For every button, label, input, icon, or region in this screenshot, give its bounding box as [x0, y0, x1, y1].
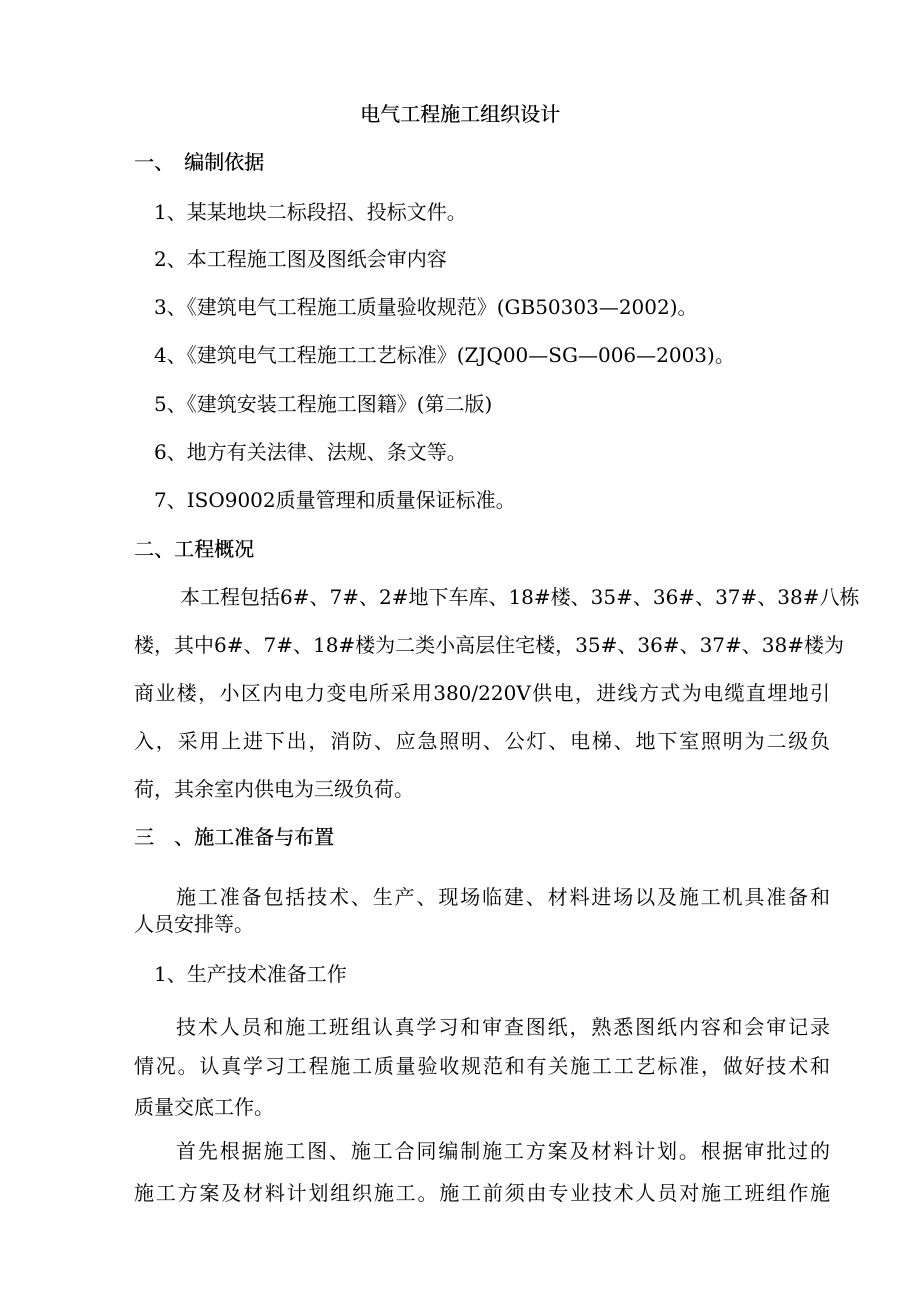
basis-item-7: 7、ISO9002质量管理和质量保证标准。 [154, 488, 516, 512]
tech-para-line-1: 技术人员和施工班组认真学习和审查图纸，熟悉图纸内容和会审记录 [176, 1015, 830, 1039]
basis-item-5: 5、《建筑安装工程施工图籍》(第二版) [154, 392, 493, 416]
overview-line-2: 楼，其中6#、7#、18#楼为二类小高层住宅楼，35#、36#、37#、38#楼为 [134, 633, 844, 657]
basis-item-1: 1、某某地块二标段招、投标文件。 [154, 200, 467, 224]
prep-intro-line-2: 人员安排等。 [134, 912, 254, 936]
overview-line-5: 荷，其余室内供电为三级负荷。 [134, 777, 414, 801]
document-title: 电气工程施工组织设计 [360, 102, 560, 126]
prep-intro-line-1: 施工准备包括技术、生产、现场临建、材料进场以及施工机具准备和 [176, 885, 830, 909]
plan-para-line-2: 施工方案及材料计划组织施工。施工前须由专业技术人员对施工班组作施 [134, 1181, 830, 1205]
section-heading-3: 三 、施工准备与布置 [134, 825, 334, 849]
basis-item-2: 2、本工程施工图及图纸会审内容 [154, 247, 447, 271]
sub-heading-tech-prep: 1、生产技术准备工作 [154, 962, 347, 986]
section-heading-1: 一、 编制依据 [134, 150, 264, 174]
basis-item-6: 6、地方有关法律、法规、条文等。 [154, 440, 467, 464]
overview-line-4: 入，采用上进下出，消防、应急照明、公灯、电梯、地下室照明为二级负 [134, 729, 830, 753]
overview-line-1: 本工程包括6#、7#、2#地下车库、18#楼、35#、36#、37#、38#八栋 [180, 585, 860, 609]
basis-item-3: 3、《建筑电气工程施工质量验收规范》(GB50303—2002)。 [154, 295, 698, 319]
plan-para-line-1: 首先根据施工图、施工合同编制施工方案及材料计划。根据审批过的 [176, 1139, 830, 1163]
basis-item-4: 4、《建筑电气工程施工工艺标准》(ZJQ00—SG—006—2003)。 [154, 343, 735, 367]
section-heading-2: 二、工程概况 [134, 537, 254, 561]
overview-line-3: 商业楼，小区内电力变电所采用380/220V供电，进线方式为电缆直埋地引 [134, 681, 830, 705]
tech-para-line-3: 质量交底工作。 [134, 1095, 274, 1119]
tech-para-line-2: 情况。认真学习工程施工质量验收规范和有关施工工艺标准，做好技术和 [134, 1054, 830, 1078]
